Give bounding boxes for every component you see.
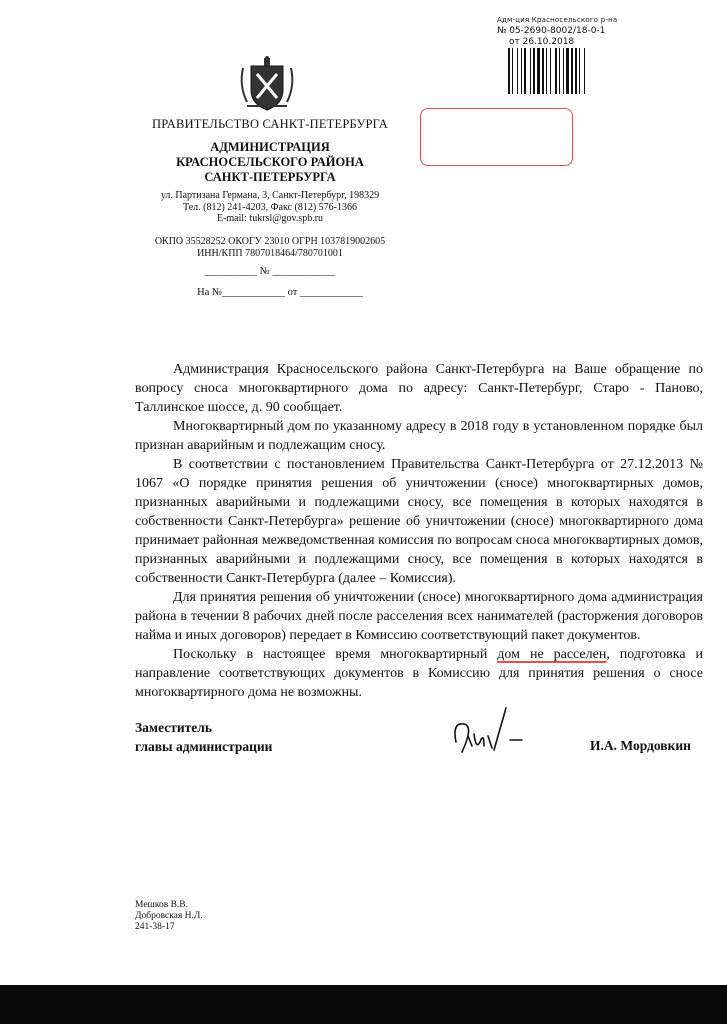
stamp-org: Адм-ция Красносельского р-на [497,16,618,24]
codes-line: ОКПО 35528252 ОКОГУ 23010 ОГРН 1037819002605 [154,236,386,247]
paragraph: Для принятия решения об уничтожении (сносе) многоквартирного дома администрация района в течении 8 рабочих дней после расселения всех нанимателей (расторжения договоров найма и иных договоров) передает в Комиссию соответствующий пакет документов. [135,590,703,643]
administration-name [140,140,400,185]
letter-body [135,360,703,702]
redaction-box [420,108,573,166]
paragraph: Многоквартирный дом по указанному адресу в 2018 году в установленном порядке был признан аварийным и подлежащим сносу. [135,419,703,453]
coat-of-arms-icon [237,56,297,116]
scan-border [0,985,727,1024]
registration-codes [140,236,400,259]
admin-line: САНКТ-ПЕТЕРБУРГА [204,170,336,184]
paragraph [135,645,703,702]
admin-line: КРАСНОСЕЛЬСКОГО РАЙОНА [176,155,364,169]
stamp-number: № 05-2690-8002/18-0-1 [497,26,606,36]
reply-reference-line: На №____________ от ____________ [197,287,363,298]
address-block [140,190,400,225]
executor-line: Добровская Н.Л. [135,911,203,921]
registration-stamp [497,16,627,47]
highlighted-phrase: дом не расселен [497,647,607,662]
paragraph: Администрация Красносельского района Санкт-Петербурга на Ваше обращение по вопросу сноса многоквартирного дома по адресу: Санкт-Петербург, Старо - Паново, Таллинское шоссе, д. 90 сообщает. [135,362,703,415]
executor-info [135,900,335,933]
signatory-title-line: главы администрации [135,739,273,754]
government-title: ПРАВИТЕЛЬСТВО САНКТ-ПЕТЕРБУРГА [152,117,388,131]
barcode [508,48,626,94]
paragraph-part: Поскольку в настоящее время многоквартирный [173,647,498,662]
paragraph: В соответствии с постановлением Правительства Санкт-Петербурга от 27.12.2013 № 1067 «О порядке принятия решения об уничтожении (сносе) многоквартирных домов, признанных аварийными и подлежащими сносу, все помещения в которых находятся в собственности Санкт-Петербурга» решение об уничтожении (сносе) многоквартирного дома принимает районная межведомственная комиссия по вопросам сноса многоквартирных домов, признанных аварийными и подлежащими сносу, все помещения в которых находятся в собственности Санкт-Петербурга (далее – Комиссия). [135,457,703,586]
codes-line: ИНН/КПП 7807018464/780701001 [197,247,343,259]
phone-line: Тел. (812) 241-4203, Факс (812) 576-1366 [182,201,358,213]
executor-line: Мешков В.В. [135,900,189,910]
admin-line: АДМИНИСТРАЦИЯ [210,140,330,154]
handwritten-signature [450,702,530,762]
outgoing-number-line: __________ № ____________ [204,266,336,277]
signatory-title-line: Заместитель [135,720,212,735]
email-line: E-mail: tukrsl@gov.spb.ru [216,213,324,224]
paragraph-part: , подготовка и направление соответствующих документов в Комиссию для принятия решения о сносе многоквартирного дома не возможны. [135,647,704,700]
signatory-name: И.А. Мордовкин [590,738,691,753]
stamp-date: от 26.10.2018 [509,37,575,47]
address-line: ул. Партизана Германа, 3, Санкт-Петербург, 198329 [160,190,380,201]
executor-phone: 241-38-17 [135,922,175,932]
signatory-title [135,718,355,756]
